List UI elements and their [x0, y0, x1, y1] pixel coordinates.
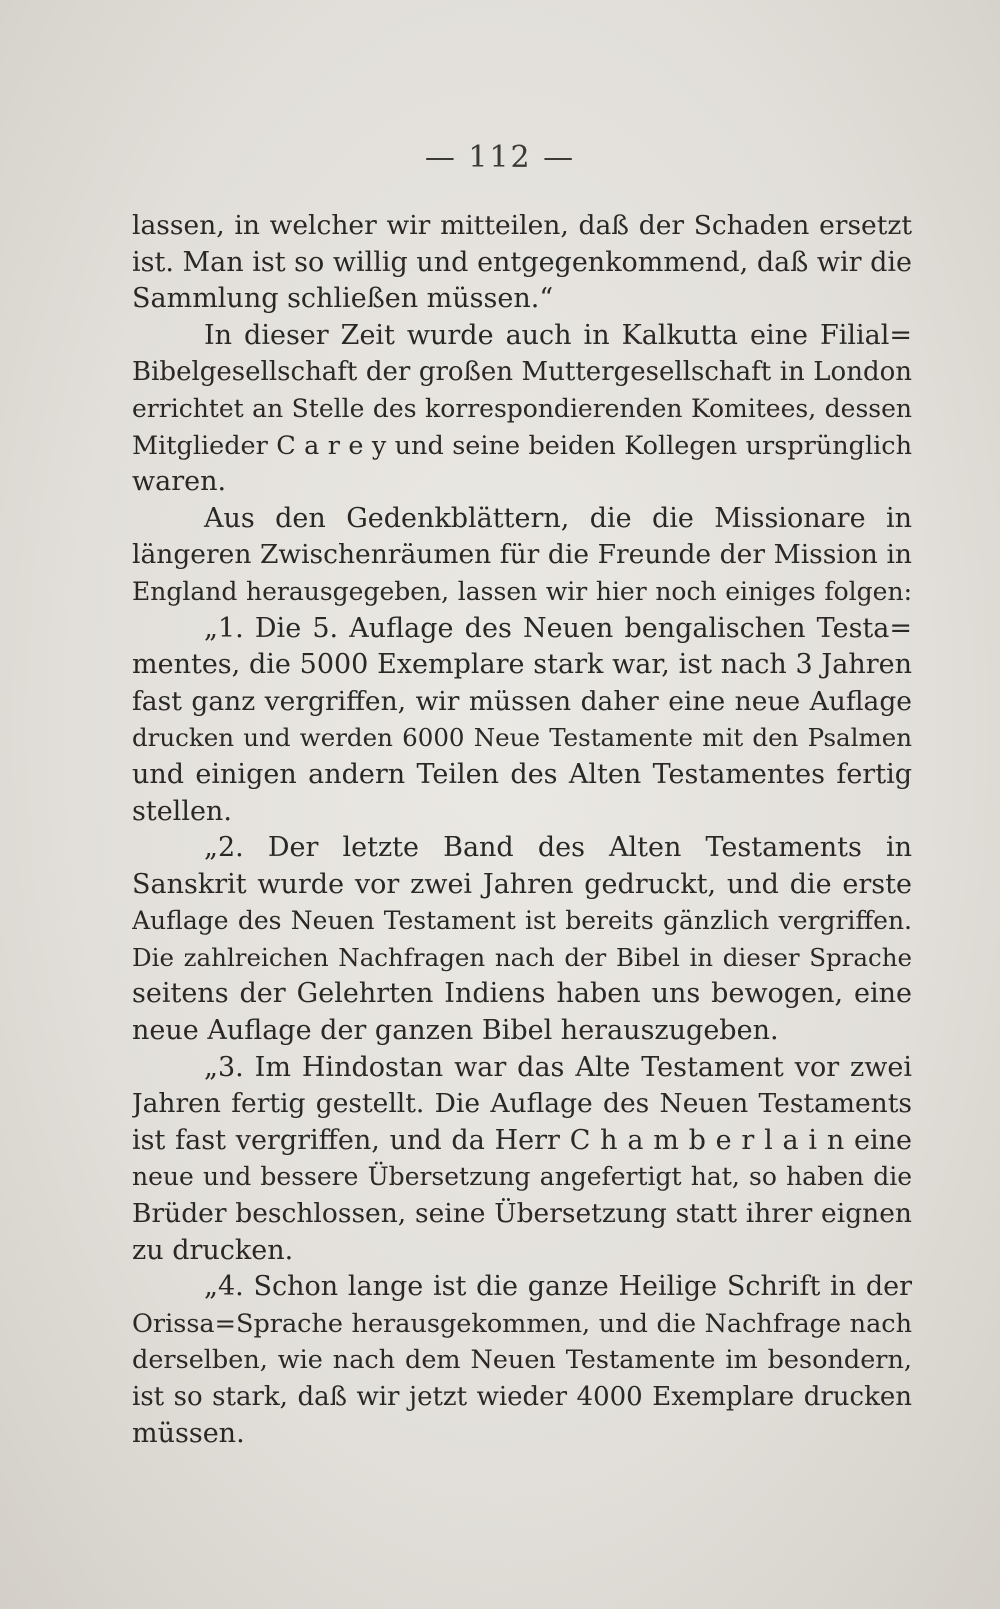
text-line: waren. [132, 466, 227, 498]
body-text [132, 208, 912, 1452]
text-line: stellen. [132, 795, 232, 827]
text-line: mentes, die 5000 Exemplare stark war, ist nach 3 Jahren [132, 649, 912, 681]
text-line: ist so stark, daß wir jetzt wieder 4000 Exemplare drucken [132, 1382, 912, 1412]
text-line: drucken und werden 6000 Neue Testamente mit den Psalmen [132, 723, 912, 753]
text-line: Orissa=Sprache herausgekommen, und die Nachfrage nach [132, 1308, 912, 1339]
text-line: lassen, in welcher wir mitteilen, daß der Schaden ersetzt [132, 210, 912, 241]
text-line: „1. Die 5. Auflage des Neuen bengalischen Testa= [204, 612, 912, 644]
text-line: und einigen andern Teilen des Alten Testamentes fertig [132, 758, 912, 790]
text-line: Die zahlreichen Nachfragen nach der Bibel in dieser Sprache [132, 942, 912, 972]
text-line: Jahren fertig gestellt. Die Auflage des Neuen Testaments [132, 1088, 912, 1120]
text-line: Mitglieder C a r e y und seine beiden Kollegen ursprünglich [132, 430, 912, 461]
text-line: England herausgegeben, lassen wir hier noch einiges folgen: [132, 576, 912, 606]
text-line: Auflage des Neuen Testament ist bereits gänzlich vergriffen. [132, 906, 912, 936]
text-line: Aus den Gedenkblättern, die die Missionare in [204, 502, 912, 534]
text-line: ist fast vergriffen, und da Herr C h a m b e r l a i n eine [132, 1124, 912, 1156]
text-line: errichtet an Stelle des korrespondierenden Komitees, dessen [132, 393, 912, 423]
text-line: neue Auflage der ganzen Bibel herauszugeben. [132, 1015, 779, 1047]
text-line: „3. Im Hindostan war das Alte Testament vor zwei [204, 1051, 912, 1083]
text-line: Sanskrit wurde vor zwei Jahren gedruckt, und die erste [132, 868, 912, 900]
text-line: zu drucken. [132, 1234, 294, 1266]
text-line: In dieser Zeit wurde auch in Kalkutta eine Filial= [204, 319, 912, 351]
text-line: Sammlung schließen müssen.“ [132, 283, 554, 315]
text-line: Bibelgesellschaft der großen Muttergesellschaft in London [132, 357, 912, 388]
page-number: — 112 — [424, 140, 576, 175]
text-line: „4. Schon lange ist die ganze Heilige Schrift in der [204, 1271, 912, 1303]
text-line: seitens der Gelehrten Indiens haben uns bewogen, eine [132, 978, 912, 1010]
text-line: derselben, wie nach dem Neuen Testamente im besondern, [132, 1345, 912, 1376]
text-line: müssen. [132, 1417, 245, 1449]
text-line: „2. Der letzte Band des Alten Testaments in [204, 832, 912, 864]
text-line: ist. Man ist so willig und entgegenkommend, daß wir die [132, 246, 912, 278]
text-line: längeren Zwischenräumen für die Freunde der Mission in [132, 539, 912, 571]
text-line: Brüder beschlossen, seine Übersetzung statt ihrer eignen [132, 1198, 912, 1230]
text-line: neue und bessere Übersetzung angefertigt hat, so haben die [132, 1162, 912, 1192]
text-line: fast ganz vergriffen, wir müssen daher eine neue Auflage [132, 685, 912, 717]
